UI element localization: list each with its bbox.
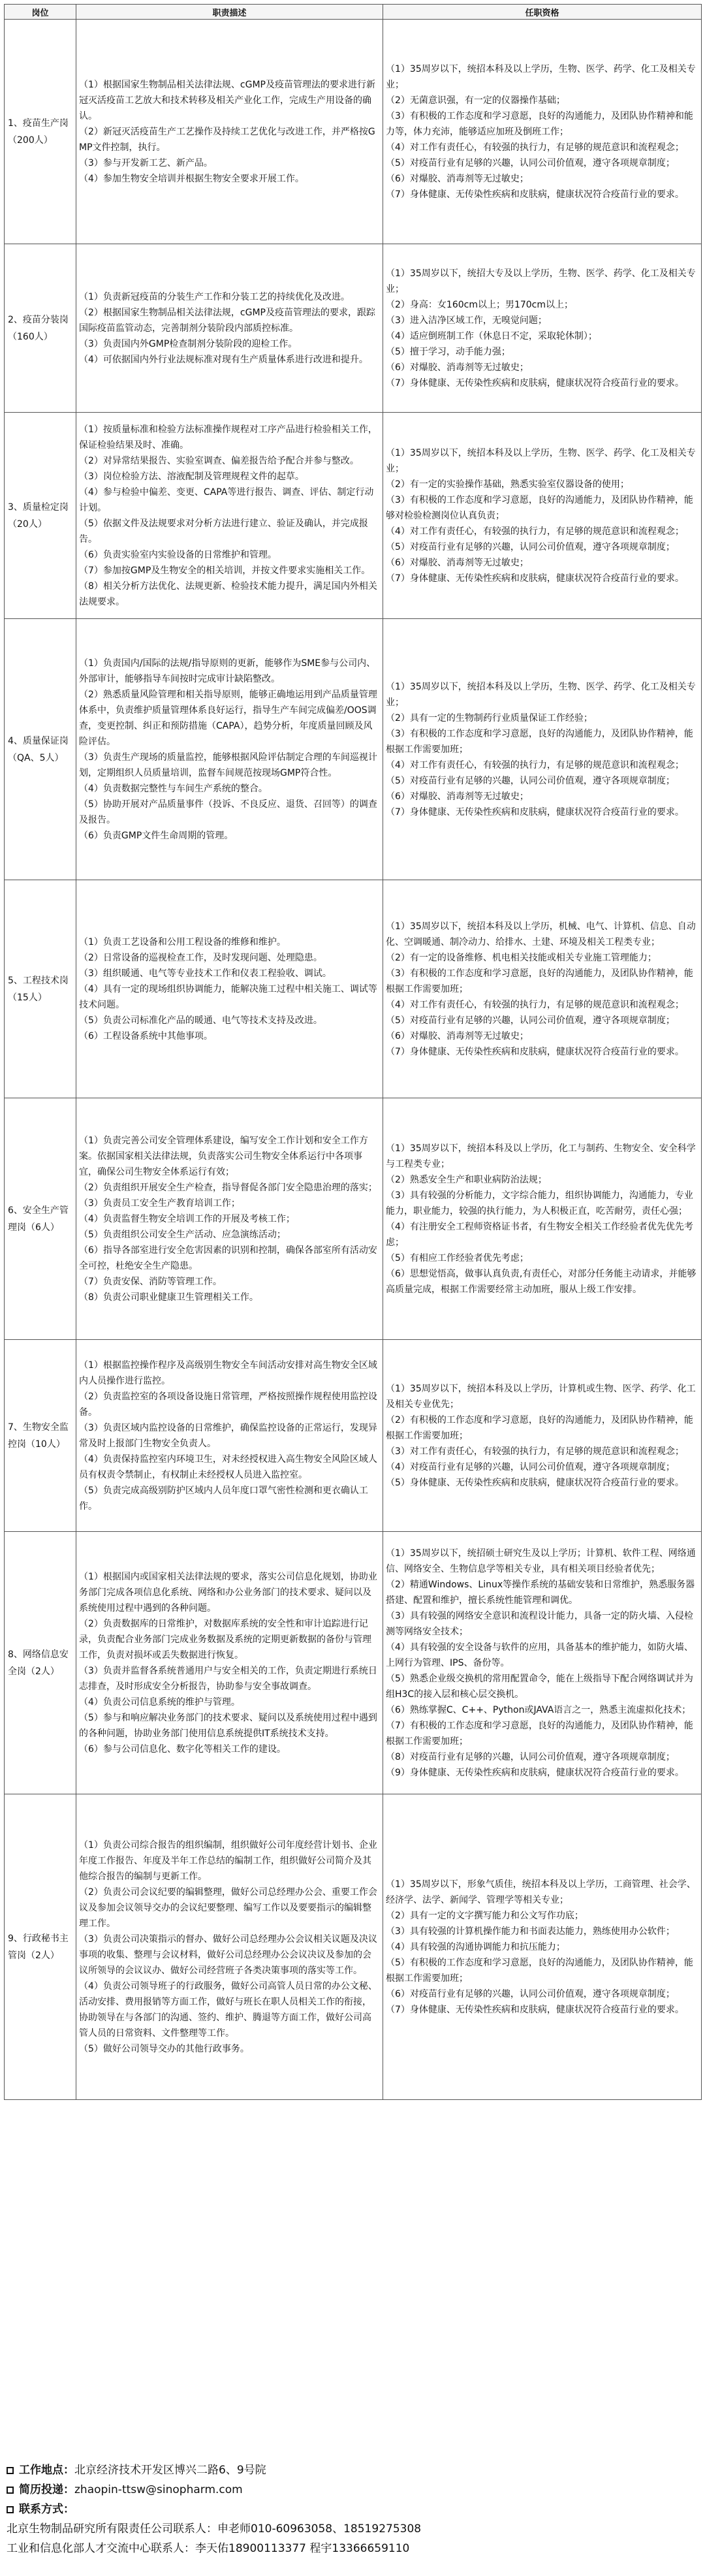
qualification-item: （2）具有一定的生物制药行业质量保证工作经验； — [386, 712, 593, 724]
duty-item: （2）新冠灭活疫苗生产工艺操作及持续工艺优化与改进工作，并严格按GMP文件控制，执行。 — [79, 126, 375, 153]
qualification-item: （5）对疫苗行业有足够的兴趣，认同公司价值观，遵守各项规章制度； — [386, 157, 675, 168]
duty-item: （6）负责GMP文件生命周期的管理。 — [79, 830, 234, 841]
duty-item: （1）负责完善公司安全管理体系建设，编写安全工作计划和安全工作方案。依据国家相关法律法规，负责落实公司生物安全体系运行中各项事宜，确保公司生物安全体系运行有效； — [79, 1135, 368, 1177]
qualification-item: （6）思想觉悟高，做事认真负责,有责任心，对部分任务能主动请求，并能够高质量完成，根据工作需要经常主动加班，服从上级工作安排。 — [386, 1268, 697, 1295]
job-position — [5, 1794, 76, 2100]
job-qualifications — [383, 1794, 702, 2100]
qualification-item: （6）对爆胶、消毒剂等无过敏史； — [386, 791, 529, 802]
job-position — [5, 1098, 76, 1340]
duty-item: （3）岗位检验方法、溶液配制及管理规程文件的起草。 — [79, 471, 304, 482]
duty-item: （8）相关分析方法优化、法规更新、检验技术能力提升，满足国内外相关法规要求。 — [79, 580, 377, 607]
job-position-title: 3、质量检定岗 — [8, 501, 69, 513]
address-value: 北京经济技术开发区博兴二路6、9号院 — [74, 2464, 266, 2477]
qualification-item: （2）有积极的工作态度和学习意愿，良好的沟通能力，及团队协作精神，能根据工作需要加班； — [386, 1414, 693, 1441]
qualification-item: （4）适应倒班制工作（休息日不定，采取轮休制）； — [386, 330, 597, 342]
duty-item: （1）负责国内/国际的法规/指导原则的更新，能够作为SME参与公司内、外部审计，能够指导车间按时完成审计缺陷整改。 — [79, 658, 376, 684]
qualification-item: （7）身体健康、无传染性疾病和皮肤病，健康状况符合疫苗行业的要求。 — [386, 377, 684, 389]
duty-item: （5）负责组织公司安全生产活动、应急演练活动； — [79, 1229, 286, 1240]
duty-item: （5）参与和响应解决业务部门的技术要求、疑问以及系统使用过程中遇到的各种问题，协助业务部门使用信息系统提供IT系统技术支持。 — [79, 1712, 377, 1739]
qualification-item: （7）身体健康、无传染性疾病和皮肤病，健康状况符合疫苗行业的要求。 — [386, 573, 684, 584]
qualification-item: （7）身体健康、无传染性疾病和皮肤病，健康状况符合疫苗行业的要求。 — [386, 2004, 684, 2015]
job-row — [5, 1794, 702, 2100]
contact-label: 联系方式： — [19, 2503, 74, 2516]
qualification-item: （3）具有较强的网络安全意识和流程设计能力，具备一定的防火墙、入侵检测等网络安全技术； — [386, 1610, 693, 1637]
job-position — [5, 20, 76, 244]
qualification-item: （6）对爆胶、消毒剂等无过敏史； — [386, 362, 529, 373]
job-row — [5, 413, 702, 619]
resume-row — [7, 2480, 698, 2500]
qualification-item: （2）熟悉安全生产和职业病防治法规； — [386, 1174, 547, 1185]
duty-item: （2）负责公司会议纪要的编辑整理，做好公司总经理办公会、重要工作会议及参加会议领导交办的会议纪要整理、编写工作以及要要指示的编辑整理工作。 — [79, 1886, 377, 1929]
job-position-title: 2、疫苗分装岗 — [8, 314, 69, 325]
duty-item: （7）负责安保、消防等管理工作。 — [79, 1276, 222, 1287]
duty-item: （4）参与检验中偏差、变更、CAPA等进行报告、调查、评估、制定行动计划。 — [79, 486, 374, 513]
square-bullet-icon — [7, 2467, 14, 2474]
qualification-item: （1）35周岁以下，统招本科及以上学历，计算机或生物、医学、药学、化工及相关专业优先； — [386, 1383, 696, 1410]
qualification-item: （1）35周岁以下，统招本科及以上学历，化工与制药、生物安全、安全科学与工程类专业； — [386, 1143, 696, 1169]
qualification-item: （6）对爆胶、消毒剂等无过敏史； — [386, 173, 529, 184]
duty-item: （2）负责监控室的各项设备设施日常管理，严格按照操作规程使用监控设备。 — [79, 1391, 377, 1418]
qualification-item: （2）无菌意识强，有一定的仪器操作基础； — [386, 95, 565, 106]
job-duties — [76, 880, 383, 1098]
qualification-item: （4）对工作有责任心，有较强的执行力，有足够的规范意识和流程观念； — [386, 526, 684, 537]
duty-item: （5）做好公司领导交办的其他行政事务。 — [79, 2043, 249, 2054]
duty-item: （3）负责公司决策指示的督办、做好公司总经理办公会议相关议题及决议事项的收集、整理与会议材料，做好公司总经理办公会议决议及参加的会议所领导的会议议办、做好公司经营班子各类决策事项的落实等工作。 — [79, 1933, 377, 1976]
qualification-item: （2）有一定的实验操作基础，熟悉实验室仪器设备的使用； — [386, 479, 629, 490]
qualification-item: （2）有一定的设备维修、机电相关技能或相关专业施工管理能力； — [386, 952, 657, 963]
job-headcount: （20人） — [8, 518, 47, 530]
qualification-item: （5）擅于学习，动手能力强； — [386, 346, 510, 357]
qualification-item: （7）身体健康、无传染性疾病和皮肤病，健康状况符合疫苗行业的要求。 — [386, 189, 684, 200]
qualification-item: （4）对工作有责任心，有较强的执行力，有足够的规范意识和流程观念； — [386, 759, 684, 771]
qualification-item: （3）有积极的工作态度和学习意愿，良好的沟通能力，及团队协作精神，能根据工作需要加班； — [386, 728, 693, 755]
contact-line-2: 工业和信息化部人才交流中心联系人：李天佑18900113377 程宇13366659110 — [7, 2542, 410, 2555]
qualification-item: （1）35周岁以下，统招本科及以上学历，生物、医学、药学、化工及相关专业； — [386, 63, 696, 90]
qualification-item: （5）对疫苗行业有足够的兴趣，认同公司价值观，遵守各项规章制度； — [386, 775, 675, 786]
job-qualifications — [383, 244, 702, 413]
duty-item: （2）根据国家生物制品相关法律法规，cGMP及疫苗管理法的要求，跟踪国际疫苗监管动态，完善制剂分装阶段内部质控标准。 — [79, 307, 375, 334]
job-qualifications — [383, 1098, 702, 1340]
job-qualifications — [383, 619, 702, 880]
duty-item: （2）熟悉质量风险管理和相关指导原则，能够正确地运用到产品质量管理体系中，负责维护质量管理体系良好运行，指导生产车间完成偏差/OOS调查，变更控制、纠正和预防措施（CAPA），趋势分析，年度质量回顾及风险评估。 — [79, 689, 377, 747]
job-duties — [76, 1532, 383, 1794]
job-position-title: 5、工程技术岗 — [8, 975, 69, 986]
qualification-item: （1）35周岁以下，统招大专及以上学历，生物、医学、药学、化工及相关专业； — [386, 268, 696, 294]
duty-item: （1）根据监控操作程序及高级别生物安全车间活动安排对高生物安全区域内人员操作进行监控。 — [79, 1360, 377, 1386]
job-qualifications — [383, 1532, 702, 1794]
qualification-item: （4）具有较强的沟通协调能力和抗压能力； — [386, 1941, 565, 1952]
qualification-item: （6）熟练掌握C、C++、Python或JAVA语言之一，熟悉主流虚拟化技术； — [386, 1704, 691, 1715]
duty-item: （5）负责完成高级别防护区域内人员年度口罩气密性检测和更衣确认工作。 — [79, 1485, 368, 1512]
qualification-item: （2）身高：女160cm以上；男170cm以上； — [386, 299, 574, 310]
duty-item: （4）参加生物安全培训并根据生物安全要求开展工作。 — [79, 173, 304, 184]
job-row — [5, 880, 702, 1098]
job-duties — [76, 619, 383, 880]
qualification-item: （1）35周岁以下，统招本科及以上学历，机械、电气、计算机、信息、自动化、空调暖通、制冷动力、给排水、土建、环境及相关工程类专业； — [386, 921, 696, 947]
job-position — [5, 619, 76, 880]
job-duties — [76, 1340, 383, 1532]
duty-item: （6）指导各部室进行安全危害因素的识别和控制，确保各部室所有活动安全可控，杜绝安全生产隐患。 — [79, 1245, 377, 1271]
job-position-title: 1、疫苗生产岗 — [8, 118, 69, 129]
job-qualifications — [383, 1340, 702, 1532]
address-label: 工作地点： — [19, 2464, 74, 2477]
job-row — [5, 1098, 702, 1340]
job-position — [5, 1532, 76, 1794]
job-headcount: （15人） — [8, 992, 47, 1003]
qualification-item: （3）对工作有责任心，有较强的执行力，有足够的规范意识和流程观念； — [386, 1446, 684, 1457]
contact-footer — [7, 2460, 698, 2558]
qualification-item: （1）35周岁以下，统招本科及以上学历，生物、医学、药学、化工及相关专业； — [386, 447, 696, 474]
qualification-item: （4）有注册安全工程师资格证书者，有生物安全相关工作经验者优先优先考虑； — [386, 1221, 693, 1248]
duty-item: （2）负责数据库的日常维护，对数据库系统的安全性和审计追踪进行记录，负责配合业务部门完成业务数据及系统的定期更新数据的备份与管理工作，负责对损坏或丢失数据进行恢复。 — [79, 1618, 371, 1661]
job-position-title: 8、网络信息安全岗（2人） — [8, 1649, 69, 1677]
qualification-item: （6）对疫苗行业有足够的兴趣，认同公司价值观，遵守各项规章制度； — [386, 1988, 675, 1999]
job-row — [5, 1532, 702, 1794]
qualification-item: （5）有相应工作经验者优先考虑； — [386, 1252, 529, 1264]
duty-item: （4）具有一定的现场组织协调能力，能解决施工过程中相关施工、调试等技术问题。 — [79, 983, 377, 1010]
job-row — [5, 244, 702, 413]
address-row — [7, 2460, 698, 2480]
duty-item: （4）负责公司信息系统的维护与管理。 — [79, 1696, 240, 1708]
duty-item: （4）负责保持监控室内环境卫生，对未经授权进入高生物安全风险区域人员有权责令禁制止，有权制止未经授权人员进入监控室。 — [79, 1454, 377, 1480]
contact-row — [7, 2500, 698, 2519]
qualification-item: （4）对工作有责任心，有较强的执行力，有足够的规范意识和流程观念； — [386, 142, 684, 153]
qualification-item: （6）对爆胶、消毒剂等无过敏史； — [386, 1030, 529, 1042]
job-position — [5, 244, 76, 413]
duty-item: （2）日常设备的巡视检查工作，及时发现问题、处理隐患。 — [79, 952, 322, 963]
qualification-item: （4）对工作有责任心，有较强的执行力，有足够的规范意识和流程观念； — [386, 999, 684, 1010]
job-row — [5, 1340, 702, 1532]
duty-item: （4）可依据国内外行业法规标准对现有生产质量体系进行改进和提升。 — [79, 354, 368, 365]
header-duties: 职责描述 — [76, 5, 383, 20]
job-position-title: 6、安全生产管理岗（6人） — [8, 1205, 69, 1233]
duty-item: （4）负责监督生物安全培训工作的开展及考核工作； — [79, 1213, 295, 1224]
qualification-item: （7）有积极的工作态度和学习意愿，良好的沟通能力，及团队协作精神，能根据工作需要加班； — [386, 1720, 693, 1747]
resume-label: 简历投递： — [19, 2483, 74, 2496]
job-position-title: 9、行政秘书主管岗（2人） — [8, 1933, 69, 1961]
job-duties — [76, 1098, 383, 1340]
resume-email[interactable]: zhaopin-ttsw@sinopharm.com — [74, 2483, 243, 2496]
duty-item: （2）对异常结果报告、实验室调查、偏差报告给予配合并参与整改。 — [79, 455, 359, 466]
job-duties — [76, 1794, 383, 2100]
qualification-item: （7）身体健康、无传染性疾病和皮肤病，健康状况符合疫苗行业的要求。 — [386, 1046, 684, 1057]
qualification-item: （8）对疫苗行业有足够的兴趣，认同公司价值观，遵守各项规章制度； — [386, 1751, 675, 1762]
qualification-item: （4）对疫苗行业有足够的兴趣，认同公司价值观，遵守各项规章制度； — [386, 1461, 675, 1472]
duty-item: （1）负责新冠疫苗的分装生产工作和分装工艺的持续优化及改进。 — [79, 291, 350, 302]
qualification-item: （3）具有较强的分析能力，文字综合能力，组织协调能力，沟通能力，专业能力，职业能力，较强的执行能力，为人积极正直，吃苦耐劳，责任心强； — [386, 1190, 693, 1216]
job-row — [5, 619, 702, 880]
duty-item: （3）参与开发新工艺、新产品。 — [79, 157, 213, 168]
duty-item: （8）负责公司职业健康卫生管理相关工作。 — [79, 1292, 258, 1303]
job-position — [5, 1340, 76, 1532]
duty-item: （3）负责并监督各系统普通用户与安全相关的工作，负责定期进行系统日志排查，及时形成安全分析报告，协助参与安全事故调查。 — [79, 1665, 377, 1692]
job-position — [5, 413, 76, 619]
duty-item: （3）负责区域内监控设备的日常维护，确保监控设备的正常运行，发现异常及时上报部门生物安全负责人。 — [79, 1422, 377, 1449]
job-duties — [76, 20, 383, 244]
contact-line-1: 北京生物制品研究所有限责任公司联系人：申老师010-60963058、18519275308 — [7, 2522, 422, 2536]
job-rows — [5, 20, 702, 2100]
qualification-item: （5）对疫苗行业有足够的兴趣，认同公司价值观，遵守各项规章制度； — [386, 541, 675, 552]
qualification-item: （1）35周岁以下，形象气质佳，统招本科及以上学历，工商管理、社会学、经济学、法学、新闻学、管理学等相关专业； — [386, 1879, 696, 1905]
duty-item: （1）按质量标准和检验方法标准操作规程对工序产品进行检验相关工作，保证检验结果及时、准确。 — [79, 424, 377, 451]
duty-item: （4）负责数据完整性与车间生产系统的整合。 — [79, 783, 268, 794]
job-headcount: （160人） — [8, 331, 53, 342]
qualification-item: （2）精通Windows、Linux等操作系统的基础安装和日常维护，熟悉服务器搭建、配置和维护，擅长系统性能管理和调优。 — [386, 1579, 695, 1606]
qualification-item: （3）进入洁净区域工作，无嗅觉问题； — [386, 315, 547, 326]
job-table — [4, 4, 702, 2100]
qualification-item: （5）有积极的工作态度和学习意愿，良好的沟通能力，及团队协作精神，能根据工作需要加班； — [386, 1957, 693, 1984]
job-row — [5, 20, 702, 244]
qualification-item: （3）具有较强的计算机操作能力和书面表达能力，熟练使用办公软件； — [386, 1926, 675, 1937]
duty-item: （3）负责生产现场的质量监控，能够根据风险评估制定合理的车间巡视计划，定期组织人员质量培训，监督车间规范按现场GMP符合性。 — [79, 752, 377, 778]
job-duties — [76, 413, 383, 619]
qualification-item: （2）具有一定的文字撰写能力和公文写作功底； — [386, 1910, 584, 1921]
duty-item: （1）负责公司综合报告的组织编制，组织做好公司年度经营计划书、企业年度工作报告、年度及半年工作总结的编制工作，组织做好公司简介及其他综合报告的编制与更新工作。 — [79, 1839, 377, 1882]
duty-item: （3）负责国内外GMP检查制剂分装阶段的迎检工作。 — [79, 338, 298, 349]
job-qualifications — [383, 880, 702, 1098]
duty-item: （6）工程设备系统中其他事项。 — [79, 1030, 213, 1042]
duty-item: （1）根据国内或国家相关法律法规的要求，落实公司信息化规划，协助业务部门完成各项信息化系统、网络和办公业务部门的技术要求、疑问以及系统使用过程中遇到的各种问题。 — [79, 1571, 377, 1614]
header-qualifications: 任职资格 — [383, 5, 702, 20]
qualification-item: （6）对爆胶、消毒剂等无过敏史； — [386, 557, 529, 568]
qualification-item: （7）身体健康、无传染性疾病和皮肤病，健康状况符合疫苗行业的要求。 — [386, 806, 684, 818]
header-position: 岗位 — [5, 5, 76, 20]
qualification-item: （5）熟悉企业级交换机的常用配置命令，能在上级指导下配合网络调试并为组H3C的接入层和核心层交换机。 — [386, 1673, 693, 1700]
duty-item: （3）负责员工安全生产教育培训工作； — [79, 1198, 240, 1209]
job-headcount: （QA、5人） — [8, 752, 64, 763]
duty-item: （4）负责公司领导班子的行政服务，做好公司高管人员日常的办公文秘、活动安排、费用报销等方面工作，做好与班长在职人员相关工作的衔接，协助领导在与各部门的沟通、签约、维护、腾退等方面工作，做好公司高管人员的日常资料、文件整理等工作。 — [79, 1980, 377, 2039]
duty-item: （3）组织暖通、电气等专业技术工作和仪表工程验收、调试。 — [79, 968, 332, 979]
job-duties — [76, 244, 383, 413]
square-bullet-icon — [7, 2487, 14, 2494]
job-position-title: 4、质量保证岗 — [8, 735, 69, 746]
square-bullet-icon — [7, 2506, 14, 2513]
job-position — [5, 880, 76, 1098]
qualification-item: （9）身体健康、无传染性疾病和皮肤病，健康状况符合疫苗行业的要求。 — [386, 1767, 684, 1778]
duty-item: （5）负责公司标准化产品的暖通、电气等技术支持及改进。 — [79, 1015, 322, 1026]
duty-item: （2）负责组织开展安全生产检查，指导督促各部门安全隐患治理的落实； — [79, 1182, 377, 1193]
duty-item: （5）协助开展对产品质量事件（投诉、不良反应、退货、召回等）的调查及报告。 — [79, 799, 377, 825]
qualification-item: （1）35周岁以下，统招本科及以上学历，生物、医学、药学、化工及相关专业； — [386, 681, 696, 708]
qualification-item: （5）对疫苗行业有足够的兴趣，认同公司价值观，遵守各项规章制度； — [386, 1015, 675, 1026]
job-position-title: 7、生物安全监控岗（10人） — [8, 1422, 69, 1450]
qualification-item: （1）35周岁以下，统招硕士研究生及以上学历；计算机、软件工程、网络通信、网络安全、生物信息学等相关专业，具有相关项目经验者优先； — [386, 1548, 696, 1574]
job-qualifications — [383, 20, 702, 244]
duty-item: （1）根据国家生物制品相关法律法规、cGMP及疫苗管理法的要求进行新冠灭活疫苗工艺放大和技术转移及相关产业化工作，完成生产用设备的确认。 — [79, 79, 375, 121]
qualification-item: （3）有积极的工作态度和学习意愿，良好的沟通能力，及团队协作精神，能够对检验检测岗位认真负责； — [386, 494, 693, 521]
qualification-item: （3）有积极的工作态度和学习意愿，良好的沟通能力，及团队协作精神和能力等，体力充沛，能够适应加班及倒班工作； — [386, 110, 693, 137]
duty-item: （6）负责实验室内实验设备的日常维护和管理。 — [79, 549, 277, 560]
duty-item: （5）依据文件及法规要求对分析方法进行建立、验证及确认，并完成报告。 — [79, 518, 368, 545]
table-header-row — [5, 5, 702, 20]
duty-item: （1）负责工艺设备和公用工程设备的维修和维护。 — [79, 936, 286, 947]
job-headcount: （200人） — [8, 135, 53, 146]
qualification-item: （3）有积极的工作态度和学习意愿，良好的沟通能力，及团队协作精神，能根据工作需要加班； — [386, 968, 693, 994]
qualification-item: （4）具有较强的安全设备与软件的应用，具备基本的维护能力，如防火墙、上网行为管理、IPS、备份等。 — [386, 1642, 693, 1668]
duty-item: （6）参与公司信息化、数字化等相关工作的建设。 — [79, 1743, 286, 1755]
duty-item: （7）参加按GMP及生物安全的相关培训，并按文件要求实施相关工作。 — [79, 565, 371, 576]
qualification-item: （5）身体健康、无传染性疾病和皮肤病，健康状况符合疫苗行业的要求。 — [386, 1477, 684, 1488]
job-qualifications — [383, 413, 702, 619]
